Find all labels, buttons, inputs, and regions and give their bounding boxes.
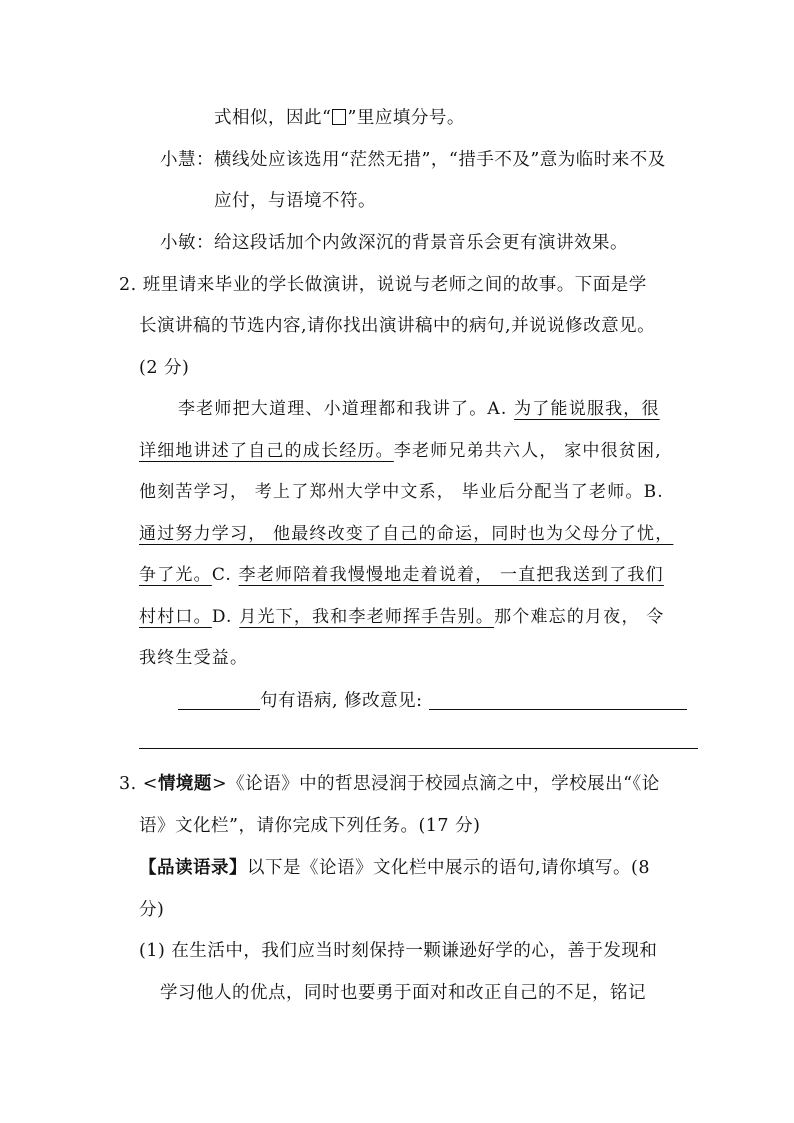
passage-line: 李老师把大道理、小道理都和我讲了。A. 为了能说服我，很	[178, 399, 660, 419]
underlined-sentence-b: 争了光。	[139, 565, 212, 585]
answer-rule[interactable]	[139, 748, 698, 749]
underlined-sentence-c: 李老师陪着我慢慢地走着说着， 一直把我送到了我们	[238, 565, 664, 585]
underlined-sentence-b: 通过努力学习， 他最终改变了自己的命运，同时也为父母分了忧，	[139, 524, 674, 544]
underlined-sentence-a: 为了能说服我，很	[514, 399, 660, 419]
section-heading: 【品读语录】	[139, 858, 247, 878]
passage-line: 我终生受益。	[139, 648, 249, 668]
question-2-line: 长演讲稿的节选内容,请你找出演讲稿中的病句,并说说修改意见。	[139, 316, 656, 336]
answer-blank-sentence[interactable]	[178, 691, 260, 710]
underlined-sentence-a: 详细地讲述了自己的成长经历。	[139, 441, 394, 461]
underlined-sentence-d: 月光下，我和李老师挥手告别。	[239, 607, 495, 627]
passage-line: 争了光。C. 李老师陪着我慢慢地走着说着， 一直把我送到了我们	[139, 565, 664, 585]
question-3-line: 分)	[139, 900, 165, 920]
answer-line: 句有语病, 修改意见:	[178, 689, 687, 713]
scenario-tag: 情境题	[157, 774, 212, 794]
question-3-line: 3. <情境题>《论语》中的哲思浸润于校园点滴之中，学校展出“《论	[119, 774, 660, 794]
passage-line: 他刻苦学习， 考上了郑州大学中文系， 毕业后分配当了老师。B.	[139, 482, 664, 502]
underlined-sentence-c: 村村口。	[139, 607, 212, 627]
text-line: 小慧：横线处应该选用“茫然无措”，“措手不及”意为临时来不及	[160, 150, 666, 170]
answer-blank-revision[interactable]	[429, 691, 687, 710]
question-3-item: 学习他人的优点，同时也要勇于面对和改正自己的不足，铭记	[160, 983, 646, 1003]
passage-line: 详细地讲述了自己的成长经历。李老师兄弟共六人， 家中很贫困,	[139, 441, 662, 461]
text-line: 应付，与语境不符。	[214, 191, 376, 211]
blank-box	[332, 109, 346, 125]
question-3-line: 语》文化栏”，请你完成下列任务。(17 分)	[139, 816, 481, 836]
question-3-item: (1) 在生活中，我们应当时刻保持一颗谦逊好学的心，善于发现和	[139, 941, 658, 961]
text-line: 式相似，因此“ ”里应填分号。	[214, 108, 465, 128]
question-3-section: 【品读语录】以下是《论语》文化栏中展示的语句,请你填写。(8	[139, 858, 651, 878]
passage-line: 村村口。D. 月光下，我和李老师挥手告别。那个难忘的月夜， 令	[139, 607, 665, 627]
question-2-score: (2 分)	[139, 358, 190, 378]
question-2-line: 2. 班里请来毕业的学长做演讲，说说与老师之间的故事。下面是学	[119, 275, 647, 295]
text-line: 小敏：给这段话加个内敛深沉的背景音乐会更有演讲效果。	[160, 233, 628, 253]
